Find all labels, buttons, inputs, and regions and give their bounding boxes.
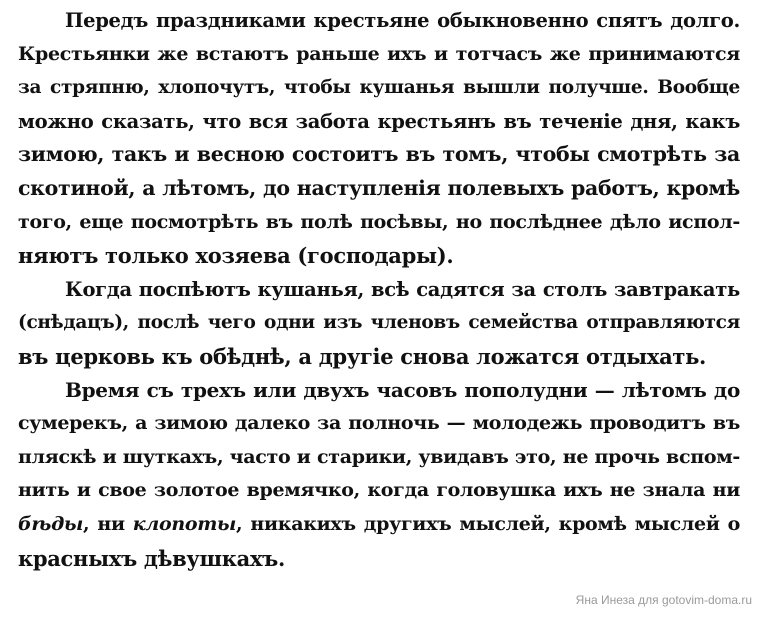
text-line: Крестьянки же встаютъ раньше ихъ и тотчасъ же принимаются — [18, 42, 740, 65]
text-line: красныхъ дѣвушкахъ. — [18, 545, 285, 571]
text-line: няютъ только хозяева (господары). — [18, 243, 454, 269]
text-line: зимою, такъ и весною состоитъ въ томъ, чтобы смотрѣть за — [18, 142, 740, 167]
text-line-with-italics — [18, 508, 740, 542]
italic-word: бѣды — [18, 512, 84, 535]
text-line: сумерекъ, а зимою далеко за полночь — молодежь проводитъ въ — [18, 412, 740, 435]
document-page — [18, 4, 740, 575]
text-line: (снѣдацъ), послѣ чего одни изъ членовъ семейства отправляются — [18, 312, 740, 334]
text-line: Передъ праздниками крестьяне обыкновенно спятъ долго. — [65, 9, 740, 32]
paragraph-1 — [18, 4, 740, 273]
text-line: Когда поспѣютъ кушанья, всѣ садятся за столъ завтракать — [65, 277, 740, 301]
watermark: Яна Инеза для gotovim-doma.ru — [575, 593, 752, 607]
text-fragment: , никакихъ другихъ мыслей, кромѣ мыслей о — [236, 512, 741, 535]
text-line: скотиной, а лѣтомъ, до наступленія полевыхъ работъ, кромѣ — [18, 175, 740, 200]
text-line: можно сказать, что вся забота крестьянъ въ теченіе дня, какъ — [18, 109, 740, 133]
italic-word: клопоты — [132, 512, 237, 535]
text-line: Время съ трехъ или двухъ часовъ пополудни — лѣтомъ до — [65, 377, 740, 402]
text-line: въ церковь къ обѣднѣ, а другіе снова ложатся отдыхать. — [18, 343, 707, 369]
text-fragment: , ни — [83, 512, 133, 535]
paragraph-3 — [18, 374, 740, 576]
text-line: пляскѣ и шуткахъ, часто и старики, увидавъ это, не прочь вспом- — [18, 445, 740, 468]
paragraph-2 — [18, 273, 740, 374]
text-line: того, еще посмотрѣть въ полѣ посѣвы, но послѣднее дѣло испол- — [18, 210, 740, 233]
text-line: за стряпню, хлопочутъ, чтобы кушанья вышли получше. Вообще — [18, 77, 740, 99]
text-line: нить и свое золотое времячко, когда головушка ихъ не знала ни — [18, 479, 740, 502]
